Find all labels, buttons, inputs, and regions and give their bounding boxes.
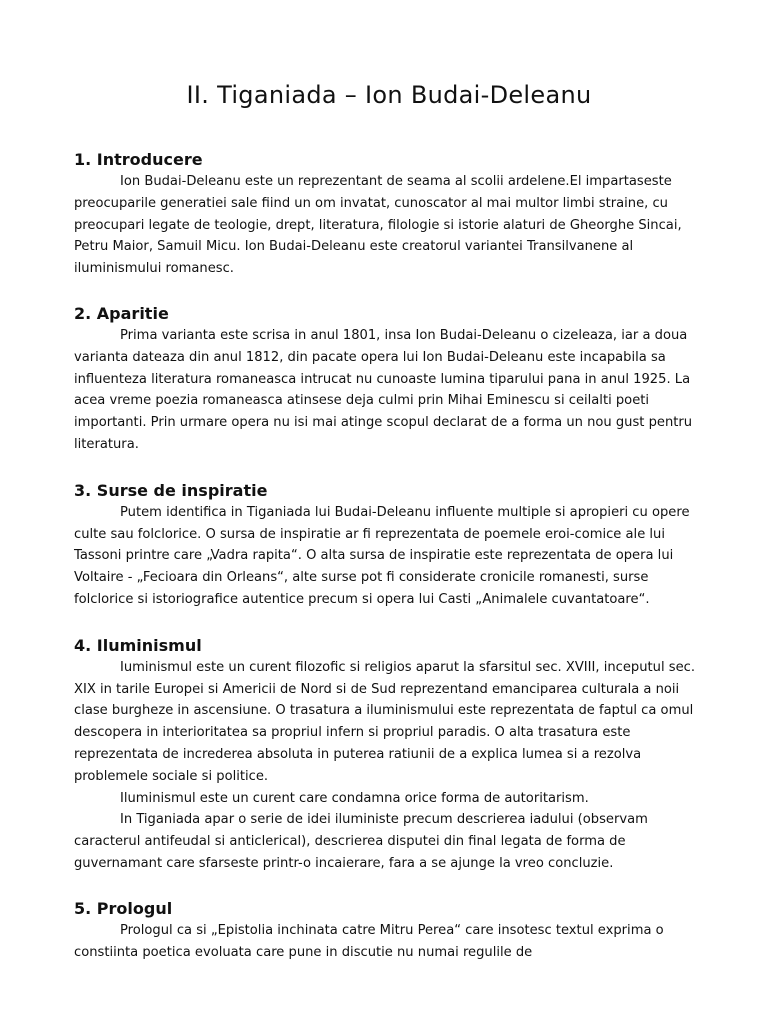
- paragraph: Iluminismul este un curent care condamna orice forma de autoritarism.: [120, 790, 589, 806]
- section-title: Aparitie: [96, 303, 169, 323]
- section-heading: [74, 480, 704, 502]
- section-aparitie: [74, 303, 704, 456]
- section-number: 5.: [74, 898, 92, 918]
- section-title: Surse de inspiratie: [96, 480, 268, 500]
- section-number: 1.: [74, 150, 92, 169]
- section-title: Prologul: [96, 898, 173, 918]
- section-number: 2.: [74, 303, 92, 323]
- section-title: Introducere: [96, 150, 203, 169]
- paragraph: Prima varianta este scrisa in anul 1801, insa Ion Budai-Deleanu o cizeleaza, iar a doua varianta dateaza din anul 1812, din pacate opera lui Ion Budai-Deleanu este incapabila sa influenteza literatura romaneasca intrucat nu cunoaste lumina tiparului pana in anul 1925. La acea vreme poezia romaneasca atinsese deja culmi prin Mihai Eminescu si ceilalti poeti importanti. Prin urmare opera nu isi mai atinge scopul declarat de a forma un nou gust pentru literatura.: [74, 327, 693, 452]
- section-surse-de-inspiratie: [74, 480, 704, 611]
- page-title: II. Tiganiada – Ion Budai-Deleanu: [186, 81, 592, 109]
- paragraph: Putem identifica in Tiganiada lui Budai-Deleanu influente multiple si apropieri cu opere culte sau folclorice. O sursa de inspiratie ar fi reprezentata de poemele eroi-comice ale lui Tassoni printre care „Vadra rapita“. O alta sursa de inspiratie este reprezentata de opera lui Voltaire - „Fecioara din Orleans“, alte surse pot fi considerate cronicile romanesti, surse folclorice si istoriografice autentice precum si opera lui Casti „Animalele cuvantatoare“.: [74, 504, 690, 607]
- section-prologul: [74, 898, 704, 964]
- section-title: Iluminismul: [96, 635, 202, 655]
- section-heading: [74, 149, 704, 171]
- section-number: 3.: [74, 480, 92, 500]
- section-heading: [74, 635, 704, 657]
- paragraph: In Tiganiada apar o serie de idei iluministe precum descrierea iadului (observam caracterul antifeudal si anticlerical), descrierea disputei din final legata de forma de guvernamant care sfarseste printr-o incaierare, fara a se ajunge la vreo concluzie.: [74, 812, 648, 871]
- section-heading: [74, 303, 704, 325]
- paragraph: Iuminismul este un curent filozofic si religios aparut la sfarsitul sec. XVIII, inceputul sec. XIX in tarile Europei si Americii de Nord si de Sud reprezentand emanciparea culturala a noii clase burgheze in ascensiune. O trasatura a iluminismului este reprezentata de faptul ca omul descopera in interioritatea sa propriul infern si propriul paradis. O alta trasatura este reprezentata de increderea absoluta in puterea ratiunii de a explica lumea si a rezolva problemele sociale si politice.: [74, 659, 695, 784]
- paragraph: Ion Budai-Deleanu este un reprezentant de seama al scolii ardelene.El impartaseste preocuparile generatiei sale fiind un om invatat, cunoscator al mai multor limbi straine, cu preocupari legate de teologie, drept, literatura, filologie si istorie alaturi de Gheorghe Sincai, Petru Maior, Samuil Micu. Ion Budai-Deleanu este creatorul variantei Transilvanene al iluminismului romanesc.: [74, 174, 682, 277]
- section-introducere: [74, 149, 704, 280]
- section-iluminismul: [74, 635, 704, 875]
- section-heading: [74, 898, 704, 920]
- paragraph: Prologul ca si „Epistolia inchinata catre Mitru Perea“ care insotesc textul exprima o constiinta poetica evoluata care pune in discutie nu numai regulile de: [74, 922, 664, 960]
- section-number: 4.: [74, 635, 92, 655]
